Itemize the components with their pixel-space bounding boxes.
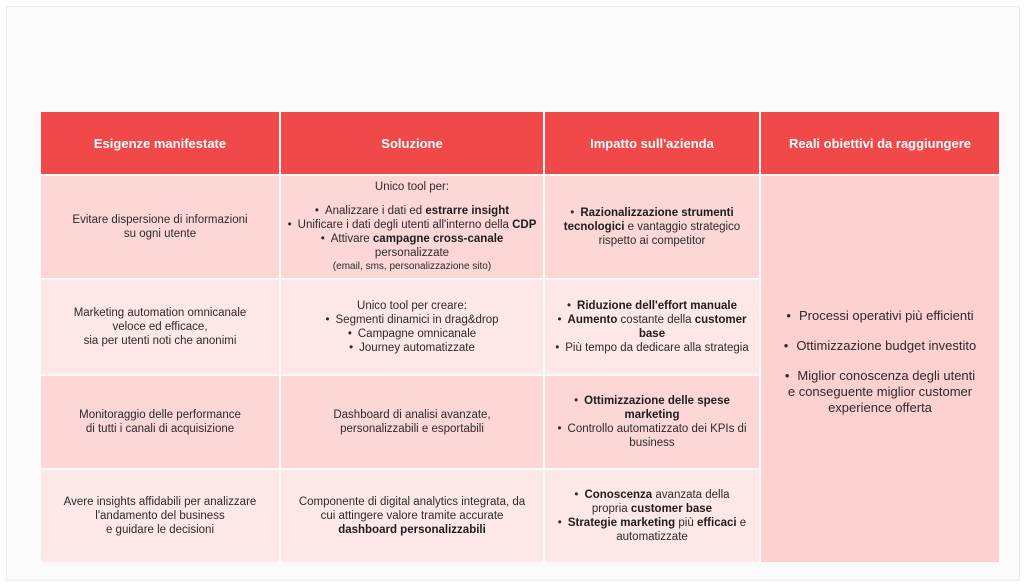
solution-cell [281,280,543,374]
list-item: • Strategie marketing più efficaci e automatizzate [555,516,749,544]
list-item: • Journey automatizzate [291,341,533,355]
impact-cell [545,470,759,562]
header-esigenze: Esigenze manifestate [41,112,279,174]
header-impatto: Impatto sull'azienda [545,112,759,174]
list-item: • Più tempo da dedicare alla strategia [555,341,749,355]
solution-list [287,204,537,260]
header-row [41,112,999,174]
impact-cell [545,176,759,278]
goal-item: • Processi operativi più efficienti [783,308,977,324]
goals-list [783,308,977,416]
impact-list [555,488,749,544]
goal-item: • Ottimizzazione budget investito [783,338,977,354]
need-cell: Marketing automation omnicanale veloce ed efficace, sia per utenti noti che anonimi [41,280,279,374]
need-cell: Avere insights affidabili per analizzare l'andamento del business e guidare le decisioni [41,470,279,562]
header-soluzione: Soluzione [281,112,543,174]
need-cell: Monitoraggio delle performance di tutti i canali di acquisizione [41,376,279,468]
solution-list [291,313,533,355]
impact-list [555,206,749,248]
list-item: • Riduzione dell'effort manuale [555,299,749,313]
list-item: • Analizzare i dati ed estrarre insight [287,204,537,218]
solution-cell: Componente di digital analytics integrata, da cui attingere valore tramite accurate dashboard personalizzabili [281,470,543,562]
goal-item: • Miglior conoscenza degli utenti e conseguente miglior customer experience offerta [783,368,977,416]
goals-cell [761,176,999,562]
solution-cell [281,176,543,278]
list-item: • Campagne omnicanale [291,327,533,341]
solution-intro: Unico tool per: [374,181,450,193]
list-item: • Conoscenza avanzata della propria customer base [555,488,749,516]
impact-list [555,299,749,355]
needs-solutions-table [39,110,1001,564]
need-cell: Evitare dispersione di informazioni su ogni utente [41,176,279,278]
list-item: • Segmenti dinamici in drag&drop [291,313,533,327]
list-item: • Aumento costante della customer base [555,313,749,341]
header-obiettivi: Reali obiettivi da raggiungere [761,112,999,174]
list-item: • Attivare campagne cross-canale personalizzate [287,232,537,260]
list-item: • Unificare i dati degli utenti all'interno della CDP [287,218,537,232]
list-item: • Controllo automatizzato dei KPIs di business [555,422,749,450]
impact-cell [545,376,759,468]
impact-list [555,394,749,450]
solution-note: (email, sms, personalizzazione sito) [332,261,492,272]
list-item: • Ottimizzazione delle spese marketing [555,394,749,422]
table-row [41,176,999,278]
solution-intro: Unico tool per creare: [357,300,467,312]
solution-cell: Dashboard di analisi avanzate, personalizzabili e esportabili [281,376,543,468]
list-item: • Razionalizzazione strumenti tecnologici e vantaggio strategico rispetto ai competitor [555,206,749,248]
impact-cell [545,280,759,374]
